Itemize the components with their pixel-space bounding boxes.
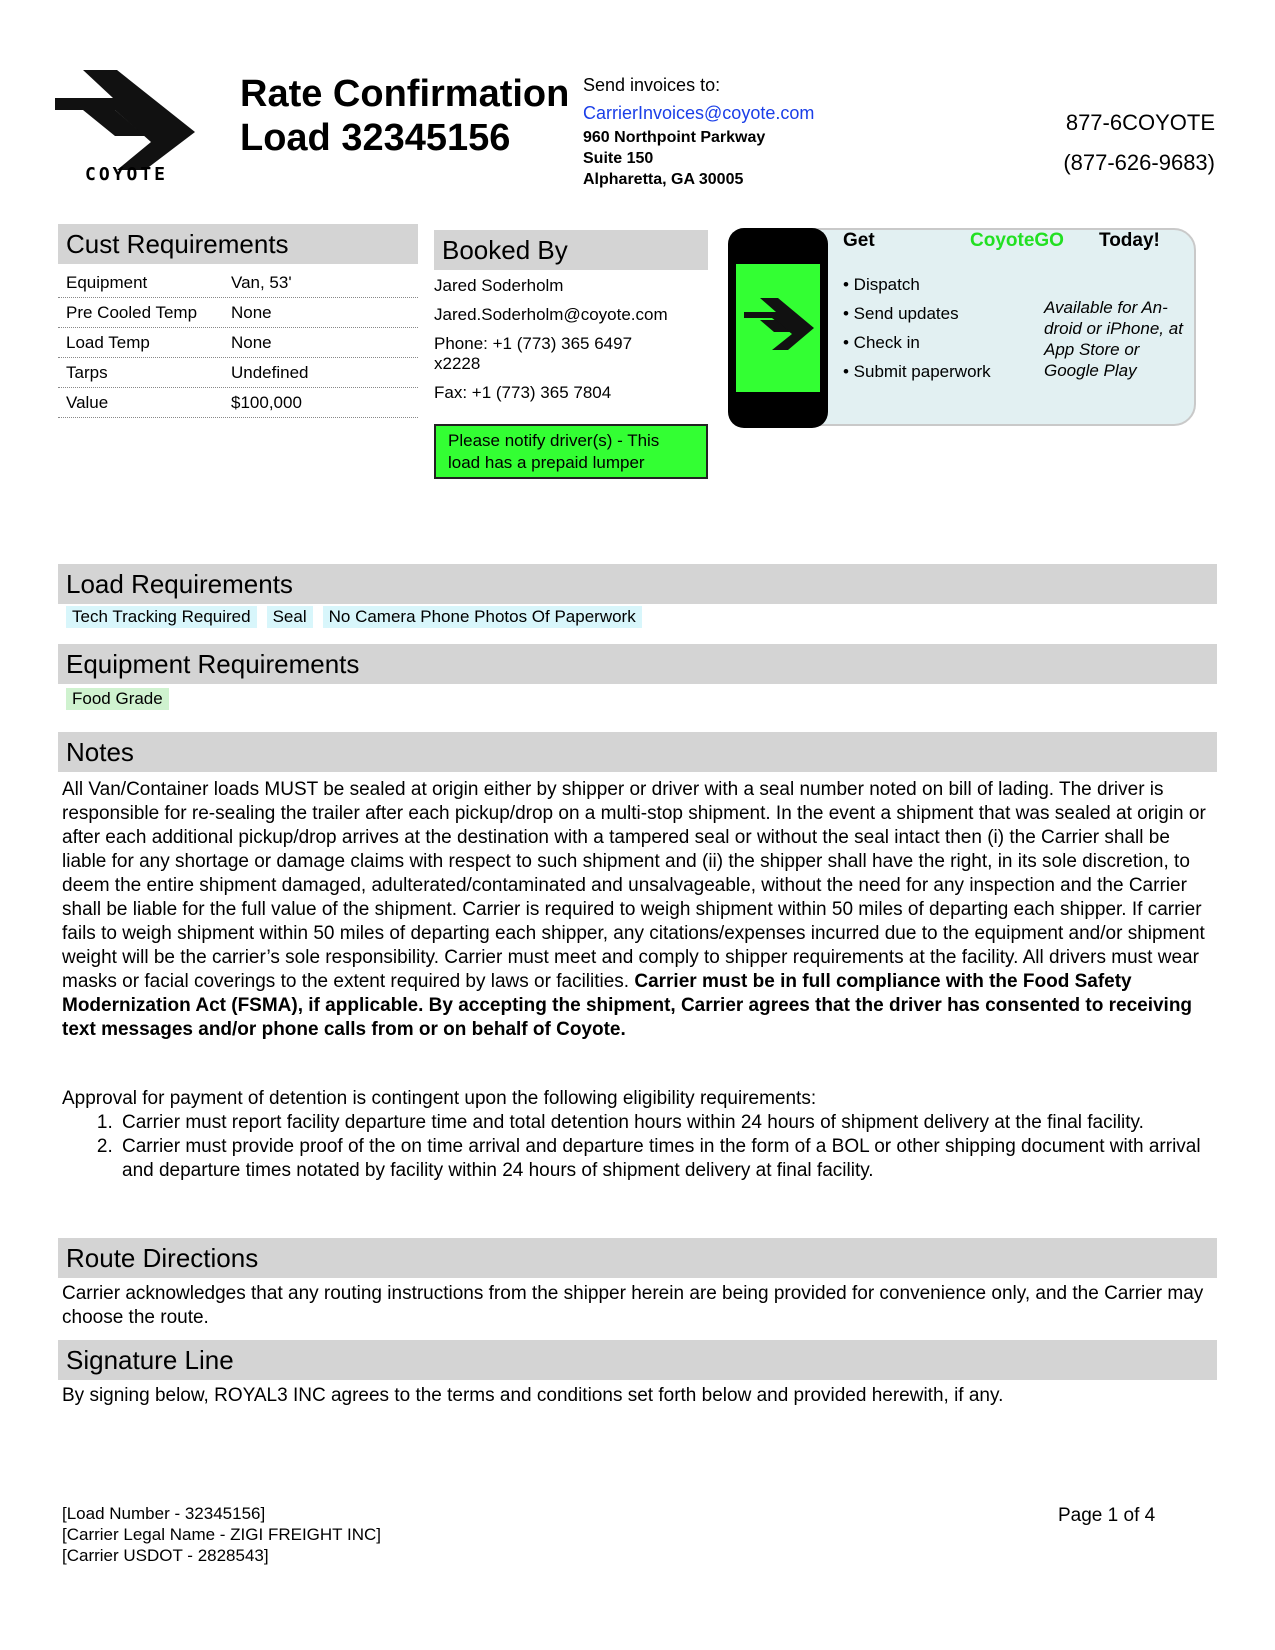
list-item: 1. Carrier must report facility departure time and total detention hours within 24 hours of shipment delivery at the final facility. bbox=[118, 1111, 1217, 1135]
route-directions-text: Carrier acknowledges that any routing instructions from the shipper herein are being provided for convenience only, and the Carrier may choose the route. bbox=[62, 1283, 1204, 1328]
row-value: None bbox=[231, 333, 272, 352]
table-row bbox=[58, 298, 418, 328]
booker-phone: Phone: +1 (773) 365 6497 bbox=[434, 334, 633, 353]
signature-line-text: By signing below, ROYAL3 INC agrees to the terms and conditions set forth below and provided herewith, if any. bbox=[62, 1385, 1004, 1406]
table-row bbox=[58, 328, 418, 358]
footer-carrier-usdot: [Carrier USDOT - 2828543] bbox=[62, 1546, 269, 1565]
booked-by-heading: Booked By bbox=[434, 230, 708, 270]
send-invoices-label: Send invoices to: bbox=[583, 75, 721, 95]
address-line-3: Alpharetta, GA 30005 bbox=[583, 171, 744, 188]
coyote-logo bbox=[55, 70, 195, 190]
row-value: None bbox=[231, 303, 272, 322]
approval-list bbox=[62, 1111, 1217, 1183]
page-title bbox=[240, 72, 569, 160]
cust-requirements-heading: Cust Requirements bbox=[58, 224, 418, 264]
contact-phone bbox=[1063, 103, 1215, 183]
requirement-tag: Food Grade bbox=[66, 688, 169, 710]
footer-info bbox=[62, 1503, 381, 1566]
promo-get-label: Get bbox=[843, 230, 875, 251]
booker-ext: x2228 bbox=[434, 354, 481, 373]
list-item: • Send updates bbox=[843, 304, 959, 323]
address-line-2: Suite 150 bbox=[583, 150, 654, 167]
load-requirement-tags bbox=[66, 606, 642, 628]
footer-carrier-name: [Carrier Legal Name - ZIGI FREIGHT INC] bbox=[62, 1525, 381, 1544]
requirement-tag: No Camera Phone Photos Of Paperwork bbox=[323, 606, 642, 628]
table-row bbox=[58, 268, 418, 298]
equipment-requirement-tags bbox=[66, 688, 169, 710]
list-item: • Submit paperwork bbox=[843, 362, 991, 381]
list-item: • Check in bbox=[843, 333, 920, 352]
billing-address bbox=[583, 127, 765, 190]
notes-bold-clause: Carrier must be in full compliance with the Food Safety Modernization Act (FSMA), if applicable. By accepting the shipment, Carrier agrees that the driver has consented to receiving text messages and/or phone calls from or on behalf of Coyote. bbox=[62, 971, 1193, 1040]
invoice-email-link[interactable]: CarrierInvoices@coyote.com bbox=[583, 103, 815, 123]
phone-vanity: 877-6COYOTE bbox=[1065, 110, 1215, 135]
list-item: 2. Carrier must provide proof of the on time arrival and departure times in the form of a BOL or other shipping document with arrival and departure times notated by facility within 24 hours of shipment delivery at final facility. bbox=[118, 1135, 1217, 1183]
address-line-1: 960 Northpoint Parkway bbox=[583, 129, 766, 146]
equipment-requirements-heading: Equipment Requirements bbox=[58, 644, 1217, 684]
route-directions-heading: Route Directions bbox=[58, 1238, 1217, 1278]
phone-screen bbox=[736, 264, 820, 392]
signature-line-heading: Signature Line bbox=[58, 1340, 1217, 1380]
lumper-notice: Please notify driver(s) - This load has a prepaid lumper bbox=[434, 424, 708, 479]
booker-email[interactable]: Jared.Soderholm@coyote.com bbox=[434, 305, 668, 324]
table-row bbox=[58, 358, 418, 388]
promo-app-name: CoyoteGO bbox=[970, 230, 1064, 251]
row-value: $100,000 bbox=[231, 393, 302, 412]
table-row bbox=[58, 388, 418, 418]
phone-numeric: (877-626-9683) bbox=[1063, 150, 1215, 175]
notes-heading: Notes bbox=[58, 732, 1217, 772]
requirement-tag: Seal bbox=[267, 606, 313, 628]
row-label: Load Temp bbox=[66, 333, 150, 352]
coyote-app-icon bbox=[736, 264, 820, 392]
cust-requirements-table bbox=[58, 268, 418, 418]
row-label: Equipment bbox=[66, 273, 148, 292]
row-value: Undefined bbox=[231, 363, 309, 382]
booker-name: Jared Soderholm bbox=[434, 276, 564, 295]
page-number: Page 1 of 4 bbox=[1058, 1505, 1156, 1526]
booker-fax: Fax: +1 (773) 365 7804 bbox=[434, 383, 612, 402]
load-requirements-heading: Load Requirements bbox=[58, 564, 1217, 604]
logo-text: COYOTE bbox=[85, 164, 169, 185]
footer-load-number: [Load Number - 32345156] bbox=[62, 1504, 266, 1523]
row-label: Value bbox=[66, 393, 109, 412]
row-value: Van, 53' bbox=[231, 273, 292, 292]
title-line-2: Load 32345156 bbox=[240, 117, 511, 159]
title-line-1: Rate Confirmation bbox=[240, 73, 570, 115]
promo-availability: Available for An- droid or iPhone, at App Store or Google Play bbox=[1044, 298, 1183, 380]
notes-paragraph: All Van/Container loads MUST be sealed at origin either by shipper or driver with a seal number noted on bill of lading. The driver is responsible for re-sealing the trailer after each pickup/drop on a multi-stop shipment. In the event a shipment that was sealed at origin or after each additional pickup/drop arrives at the destination with a tampered seal or without the seal intact then (i) the Carrier shall be liable for any shortage or damage claims with respect to such shipment and (ii) the shipper shall have the right, in its sole discretion, to deem the entire shipment damaged, adulterated/contaminated and unsalvageable, without the need for any inspection and the Carrier shall be liable for the full value of the shipment. Carrier is required to weigh shipment within 50 miles of departing each shipper. If carrier fails to weigh shipment within 50 miles of departing each shipper, any citations/expenses incurred due to the equipment and/or shipment weight will be the carrier’s sole responsibility. Carrier must meet and comply to shipper requirements at the facility. All drivers must wear masks or facial coverings to the extent required by laws or facilities. bbox=[62, 779, 1206, 992]
booked-by-details bbox=[434, 276, 668, 412]
approval-intro: Approval for payment of detention is contingent upon the following eligibility requirements: bbox=[62, 1088, 817, 1109]
detention-approval bbox=[62, 1087, 1217, 1183]
promo-feature-list bbox=[843, 270, 991, 386]
row-label: Tarps bbox=[66, 363, 108, 382]
list-item: • Dispatch bbox=[843, 275, 920, 294]
notes-body bbox=[62, 778, 1217, 1042]
row-label: Pre Cooled Temp bbox=[66, 303, 198, 322]
promo-today-label: Today! bbox=[1099, 230, 1160, 251]
requirement-tag: Tech Tracking Required bbox=[66, 606, 257, 628]
